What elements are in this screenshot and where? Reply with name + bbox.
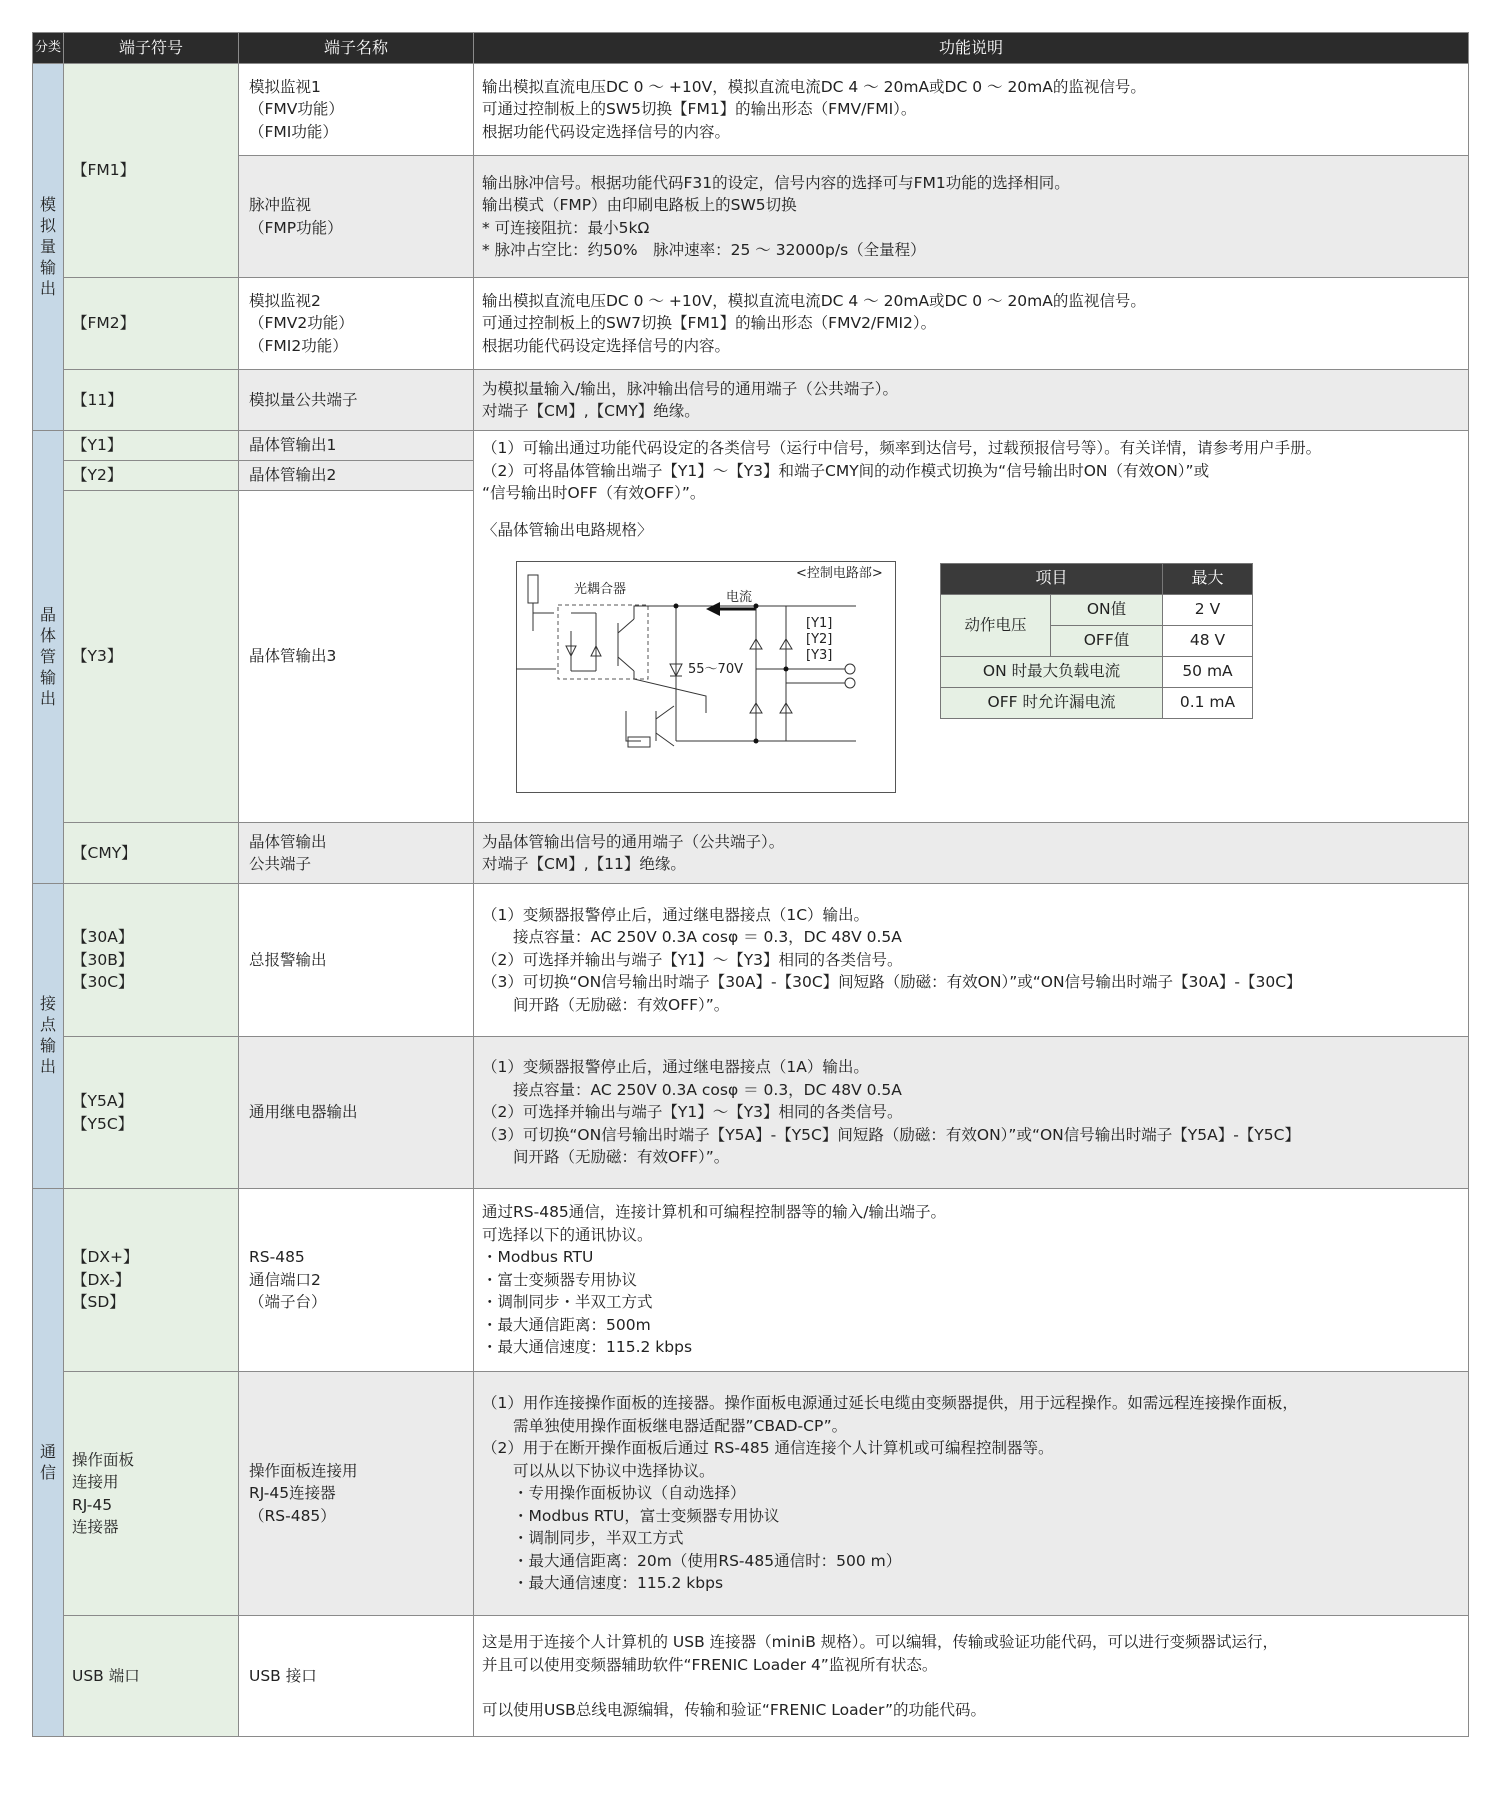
terminal-name: 晶体管输出3 — [249, 647, 337, 666]
terminal-name: 通用继电器输出 — [249, 1103, 358, 1122]
terminal-symbol: 【30A】 【30B】 【30C】 — [72, 928, 134, 992]
spec-on-current-value: 50 mA — [1163, 656, 1253, 687]
symbol-cell — [64, 461, 239, 491]
diagram-label-y3: [Y3] — [806, 647, 833, 663]
name-cell — [239, 1616, 474, 1737]
category-label: 接点输出 — [39, 994, 56, 1077]
category-transistor — [33, 431, 64, 884]
diagram-label-current: 电流 — [726, 589, 753, 605]
table-row — [33, 823, 1469, 884]
terminal-symbol: 【Y5A】 【Y5C】 — [72, 1092, 134, 1133]
terminal-name: 晶体管输出2 — [249, 466, 337, 485]
header-function: 功能说明 — [474, 33, 1469, 64]
terminal-name: 模拟监视2 （FMV2功能） （FMI2功能） — [249, 291, 354, 355]
category-contact — [33, 884, 64, 1189]
terminal-symbol: USB 端口 — [72, 1666, 140, 1685]
diagram-label-y2: [Y2] — [806, 631, 833, 647]
category-analog — [33, 64, 64, 431]
terminal-symbol: 【Y1】 — [72, 436, 123, 455]
terminal-symbol: 【Y3】 — [72, 647, 123, 666]
table-row — [33, 278, 1469, 370]
terminal-name: 操作面板连接用 RJ-45连接器 （RS-485） — [249, 1461, 358, 1525]
terminal-description: 输出模拟直流电压DC 0 ～ +10V，模拟直流电流DC 4 ～ 20mA或DC 0 ～ 20mA的监视信号。 可通过控制板上的SW5切换【FM1】的输出形态（FMV/FMI）。 根据功能代码设定选择信号的内容。 — [482, 77, 1146, 141]
terminal-name: 模拟监视1 （FMV功能） （FMI功能） — [249, 77, 344, 141]
terminal-symbol: 【FM1】 — [72, 161, 136, 180]
category-label: 晶体管输出 — [39, 604, 56, 708]
terminal-symbol: 【CMY】 — [72, 843, 137, 862]
terminal-name: USB 接口 — [249, 1666, 317, 1685]
table-row — [33, 431, 1469, 461]
desc-cell — [474, 1037, 1469, 1189]
symbol-cell — [64, 884, 239, 1037]
category-label: 通信 — [39, 1441, 56, 1482]
table-row — [33, 1189, 1469, 1372]
name-cell — [239, 278, 474, 370]
header-category: 分类 — [33, 33, 64, 64]
desc-cell — [474, 64, 1469, 156]
table-row — [33, 884, 1469, 1037]
terminal-description: 为晶体管输出信号的通用端子（公共端子）。 对端子【CM】,【11】绝缘。 — [482, 832, 785, 873]
desc-cell — [474, 1616, 1469, 1737]
transistor-circuit-diagram — [516, 561, 896, 793]
table-row — [33, 370, 1469, 431]
terminal-symbol: 【FM2】 — [72, 314, 136, 333]
diagram-label-control: <控制电路部> — [796, 565, 883, 581]
symbol-cell — [64, 370, 239, 431]
spec-header-item: 项目 — [941, 563, 1163, 594]
desc-cell — [474, 823, 1469, 884]
transistor-desc-cell — [474, 431, 1469, 823]
table-row — [33, 156, 1469, 278]
terminal-description: （1）用作连接操作面板的连接器。操作面板电源通过延长电缆由变频器提供，用于远程操作。如需远程连接操作面板， 需单独使用操作面板继电器适配器”CBAD-CP”。 （2）用于在断开操作面板后通过 RS-485 通信连接个人计算机或可编程控制器等。 可以从以下协议中选择协议。 ・专用操作面板协议（自动选择） ・Modbus RTU，富士变频器专用协议 ・调制同步，半双工方式 ・最大通信距离：20m（使用RS-485通信时：500 m） ・最大通信速度：115.2 kbps — [482, 1394, 1298, 1593]
diagram-label-coupler: 光耦合器 — [574, 581, 627, 597]
desc-cell — [474, 884, 1469, 1037]
terminal-name: RS-485 通信端口2 （端子台） — [249, 1248, 327, 1312]
terminal-description: 为模拟量输入/输出，脉冲输出信号的通用端子（公共端子）。 对端子【CM】,【CMY】绝缘。 — [482, 379, 898, 420]
terminal-name: 总报警输出 — [249, 950, 327, 969]
name-cell — [239, 461, 474, 491]
name-cell — [239, 1372, 474, 1616]
table-row — [33, 1616, 1469, 1737]
symbol-cell — [64, 1372, 239, 1616]
terminal-symbol: 【DX+】 【DX-】 【SD】 — [72, 1248, 139, 1312]
desc-cell — [474, 278, 1469, 370]
spec-voltage-label: 动作电压 — [941, 594, 1051, 656]
name-cell — [239, 1189, 474, 1372]
header-symbol: 端子符号 — [64, 33, 239, 64]
table-header-row — [33, 33, 1469, 64]
symbol-cell — [64, 278, 239, 370]
category-comm — [33, 1189, 64, 1737]
terminal-description: （1）变频器报警停止后，通过继电器接点（1C）输出。 接点容量：AC 250V 0.3A cosφ ＝ 0.3，DC 48V 0.5A （2）可选择并输出与端子【Y1】～【Y3】相同的各类信号。 （3）可切换“ON信号输出时端子【30A】-【30C】间短路（励磁：有效ON）”或“ON信号输出时端子【30A】-【30C】 间开路（无励磁：有效OFF）”。 — [482, 905, 1302, 1014]
category-label: 模拟量输出 — [39, 194, 56, 298]
desc-cell — [474, 156, 1469, 278]
table-row — [33, 64, 1469, 156]
name-cell — [239, 884, 474, 1037]
terminal-description: 这是用于连接个人计算机的 USB 连接器（miniB 规格）。可以编辑，传输或验证功能代码，可以进行变频器试运行， 并且可以使用变频器辅助软件“FRENIC Loader 4”监视所有状态。 可以使用USB总线电源编辑，传输和验证“FRENIC Loader”的功能代码。 — [482, 1633, 1279, 1719]
desc-cell — [474, 370, 1469, 431]
name-cell — [239, 823, 474, 884]
terminal-symbol: 操作面板 连接用 RJ-45 连接器 — [72, 1450, 135, 1536]
name-cell — [239, 491, 474, 823]
spec-off-value: 48 V — [1163, 625, 1253, 656]
spec-on-current-label: ON 时最大负载电流 — [941, 656, 1163, 687]
spec-on-label: ON值 — [1051, 594, 1163, 625]
table-row — [33, 1372, 1469, 1616]
desc-cell — [474, 1189, 1469, 1372]
symbol-cell — [64, 1189, 239, 1372]
terminal-name: 模拟量公共端子 — [249, 390, 358, 409]
terminal-description: 输出脉冲信号。根据功能代码F31的设定，信号内容的选择可与FM1功能的选择相同。 输出模式（FMP）由印刷电路板上的SW5切换 * 可连接阻抗：最小5kΩ * 脉冲占空比：约50% 脉冲速率：25 ～ 32000p/s（全量程） — [482, 173, 1070, 259]
terminal-name: 脉冲监视 （FMP功能） — [249, 196, 343, 237]
table-row — [33, 1037, 1469, 1189]
diagram-label-y1: [Y1] — [806, 615, 833, 631]
symbol-cell — [64, 64, 239, 278]
circuit-title: 〈晶体管输出电路规格〉 — [482, 520, 653, 539]
circuit-area — [482, 519, 1460, 804]
name-cell — [239, 370, 474, 431]
name-cell — [239, 64, 474, 156]
spec-off-label: OFF值 — [1051, 625, 1163, 656]
symbol-cell — [64, 1616, 239, 1737]
symbol-cell — [64, 823, 239, 884]
terminal-name: 晶体管输出 公共端子 — [249, 832, 327, 873]
name-cell — [239, 431, 474, 461]
symbol-cell — [64, 491, 239, 823]
terminal-symbol: 【11】 — [72, 390, 123, 409]
spec-off-leak-label: OFF 时允许漏电流 — [941, 687, 1163, 718]
terminal-symbol: 【Y2】 — [72, 466, 123, 485]
desc-cell — [474, 1372, 1469, 1616]
terminal-description: 通过RS-485通信，连接计算机和可编程控制器等的输入/输出端子。 可选择以下的通讯协议。 ・Modbus RTU ・富士变频器专用协议 ・调制同步・半双工方式 ・最大通信距离：500m ・最大通信速度：115.2 kbps — [482, 1203, 947, 1357]
terminal-description: （1）变频器报警停止后，通过继电器接点（1A）输出。 接点容量：AC 250V 0.3A cosφ ＝ 0.3，DC 48V 0.5A （2）可选择并输出与端子【Y1】～【Y3】相同的各类信号。 （3）可切换“ON信号输出时端子【Y5A】-【Y5C】间短路（励磁：有效ON）”或“ON信号输出时端子【Y5A】-【Y5C】 间开路（无励磁：有效OFF）”。 — [482, 1058, 1300, 1167]
terminal-description: 输出模拟直流电压DC 0 ～ +10V，模拟直流电流DC 4 ～ 20mA或DC 0 ～ 20mA的监视信号。 可通过控制板上的SW7切换【FM1】的输出形态（FMV2/FMI2）。 根据功能代码设定选择信号的内容。 — [482, 291, 1146, 355]
symbol-cell — [64, 431, 239, 461]
symbol-cell — [64, 1037, 239, 1189]
terminal-description: （1）可输出通过功能代码设定的各类信号（运行中信号，频率到达信号，过载预报信号等）。有关详情，请参考用户手册。 （2）可将晶体管输出端子【Y1】～【Y3】和端子CMY间的动作模式切换为“信号输出时ON（有效ON）”或 “信号输出时OFF（有效OFF）”。 — [482, 439, 1322, 502]
terminal-name: 晶体管输出1 — [249, 436, 337, 455]
terminal-table — [32, 32, 1469, 1737]
spec-off-leak-value: 0.1 mA — [1163, 687, 1253, 718]
name-cell — [239, 1037, 474, 1189]
header-name: 端子名称 — [239, 33, 474, 64]
terminal-spec-sheet — [32, 32, 1468, 1741]
spec-on-value: 2 V — [1163, 594, 1253, 625]
diagram-label-zener: 55～70V — [688, 661, 743, 677]
name-cell — [239, 156, 474, 278]
transistor-spec-table — [940, 563, 1253, 719]
spec-header-max: 最大 — [1163, 563, 1253, 594]
